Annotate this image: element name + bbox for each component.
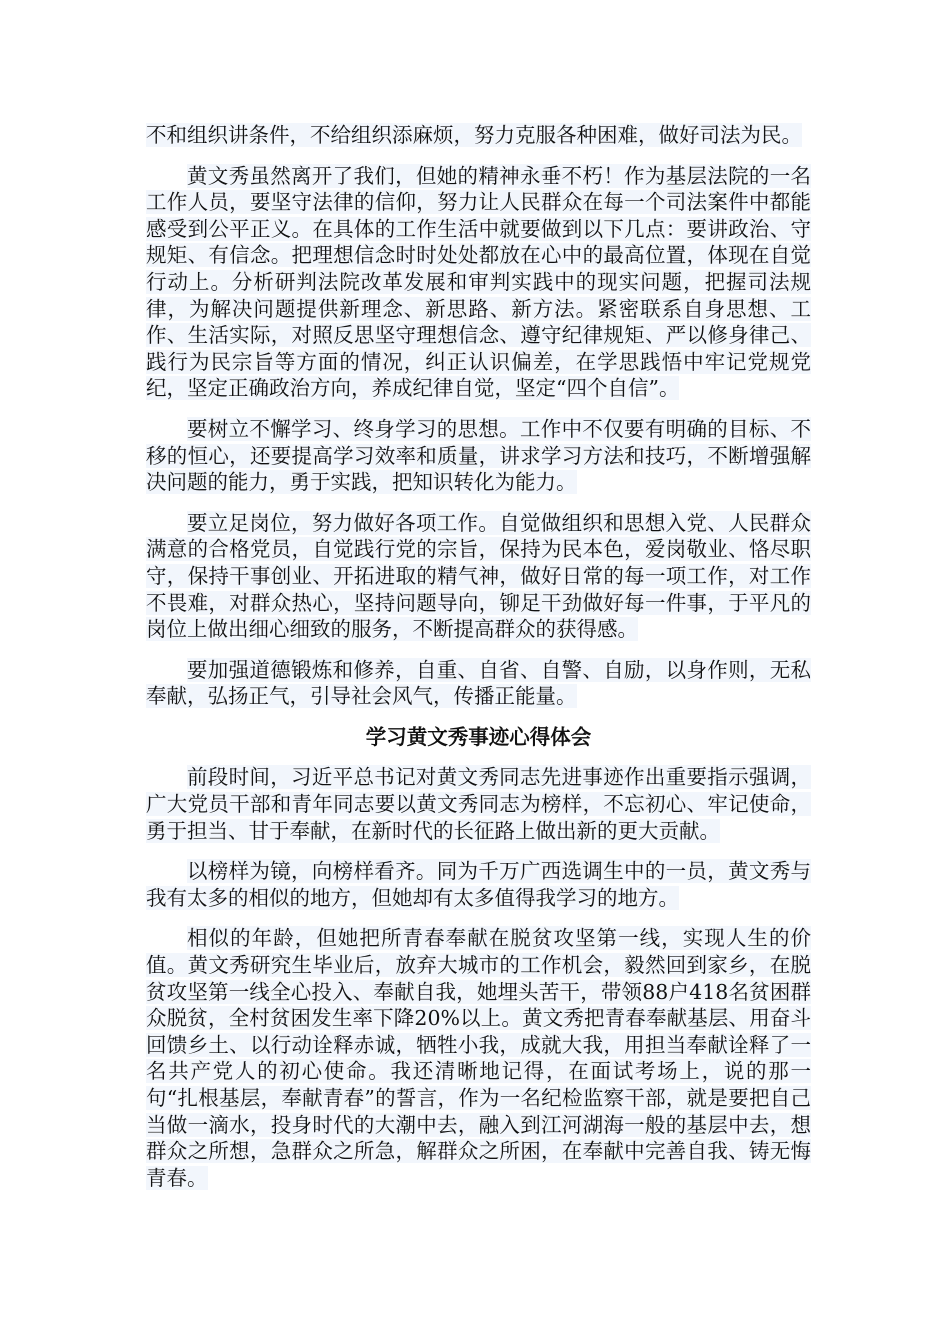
section-heading: 学习黄文秀事迹心得体会: [365, 724, 592, 749]
paragraph-text: 要立足岗位，努力做好各项工作。自觉做组织和思想入党、人民群众满意的合格党员，自觉践行党的宗旨，保持为民本色，爱岗敬业、恪尽职守，保持干事创业、开拓进取的精气神，做好日常的每一项工作，对工作不畏难，对群众热心，坚持问题导向，铆足干劲做好每一件事，于平凡的岗位上做出细心细致的服务，不断提高群众的获得感。: [146, 510, 811, 642]
paragraph-text: 以榜样为镜，向榜样看齐。同为千万广西选调生中的一员，黄文秀与我有太多的相似的地方，但她却有太多值得我学习的地方。: [146, 859, 811, 910]
paragraph-text: 要树立不懈学习、终身学习的思想。工作中不仅要有明确的目标、不移的恒心，还要提高学习效率和质量，讲求学习方法和技巧，不断增强解决问题的能力，勇于实践，把知识转化为能力。: [146, 416, 811, 495]
paragraph: [146, 416, 811, 496]
paragraph-continued: [146, 122, 811, 149]
paragraph: [146, 657, 811, 710]
paragraph: [146, 764, 811, 844]
paragraph: [146, 163, 811, 402]
paragraph: [146, 925, 811, 1191]
paragraph-text: 相似的年龄，但她把所青春奉献在脱贫攻坚第一线，实现人生的价值。黄文秀研究生毕业后，放弃大城市的工作机会，毅然回到家乡，在脱贫攻坚第一线全心投入、奉献自我，她埋头苦干，带领88户418名贫困群众脱贫，全村贫困发生率下降20%以上。黄文秀把青春奉献基层、用奋斗回馈乡土、以行动诠释赤诚，牺牲小我，成就大我，用担当奉献诠释了一名共产党人的初心使命。我还清晰地记得，在面试考场上，说的那一句“扎根基层，奉献青春”的誓言，作为一名纪检监察干部，就是要把自己当做一滴水，投身时代的大潮中去，融入到江河湖海一般的基层中去，想群众之所想，急群众之所急，解群众之所困，在奉献中完善自我、铸无悔青春。: [146, 926, 811, 1190]
document-page: [146, 122, 811, 1205]
paragraph-text: 不和组织讲条件，不给组织添麻烦，努力克服各种困难，做好司法为民。: [146, 123, 802, 147]
paragraph: [146, 858, 811, 911]
paragraph-text: 黄文秀虽然离开了我们，但她的精神永垂不朽！作为基层法院的一名工作人员，要坚守法律的信仰，努力让人民群众在每一个司法案件中都能感受到公平正义。在具体的工作生活中就要做到以下几点：要讲政治、守规矩、有信念。把理想信念时时处处都放在心中的最高位置，体现在自觉行动上。分析研判法院改革发展和审判实践中的现实问题，把握司法规律，为解决问题提供新理念、新思路、新方法。紧密联系自身思想、工作、生活实际，对照反思坚守理想信念、遵守纪律规矩、严以修身律己、践行为民宗旨等方面的情况，纠正认识偏差，在学思践悟中牢记党规党纪，坚定正确政治方向，养成纪律自觉，坚定“四个自信”。: [146, 163, 811, 401]
paragraph-text: 要加强道德锻炼和修养，自重、自省、自警、自励，以身作则，无私奉献，弘扬正气，引导社会风气，传播正能量。: [146, 657, 811, 709]
paragraph-text: 前段时间，习近平总书记对黄文秀同志先进事迹作出重要指示强调，广大党员干部和青年同志要以黄文秀同志为榜样，不忘初心、牢记使命，勇于担当、甘于奉献，在新时代的长征路上做出新的更大贡献。: [146, 765, 811, 843]
paragraph: [146, 510, 811, 643]
